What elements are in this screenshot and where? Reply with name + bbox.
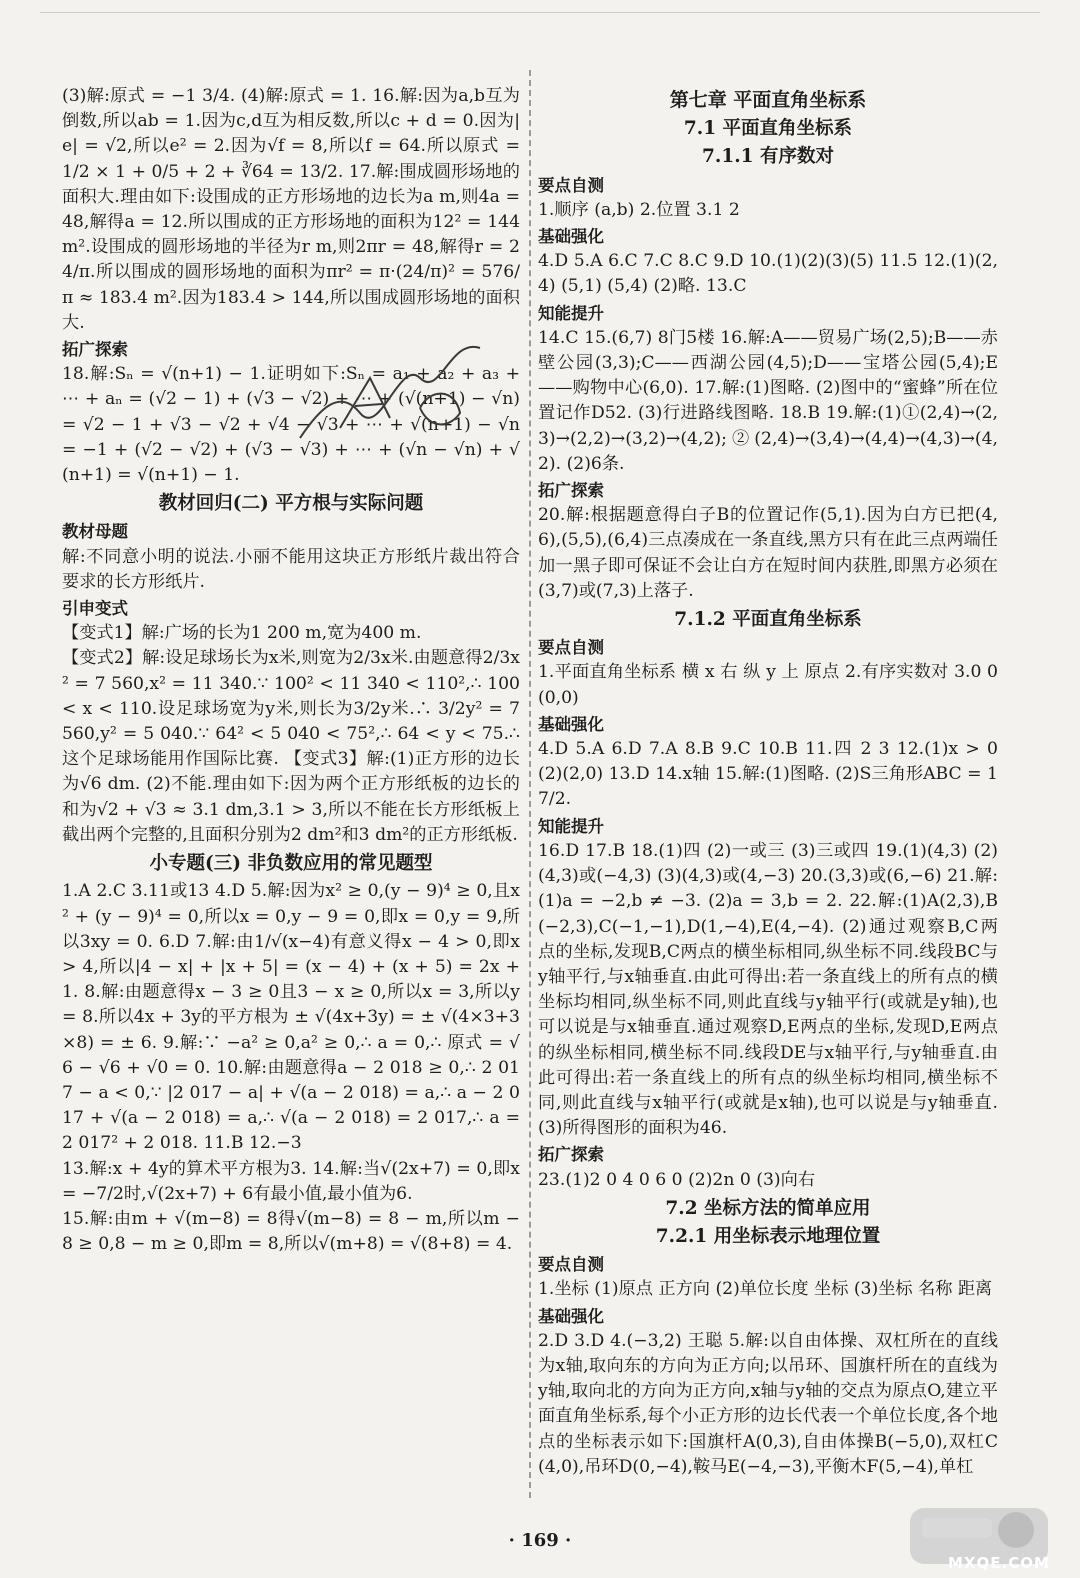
section-heading: 基础强化 bbox=[538, 227, 604, 247]
handwriting-scribble bbox=[280, 318, 500, 458]
section-heading: 基础强化 bbox=[538, 714, 604, 734]
answer-block: 13.解:x + 4y的算术平方根为3. 14.解:当√(2x+7) = 0,即x = −7/2时,√(2x+7) + 6有最小值,最小值为6. bbox=[62, 1158, 520, 1204]
answer-block: 23.(1)2 0 4 0 6 0 (2)2n 0 (3)向右 bbox=[538, 1169, 816, 1190]
page-number: · 169 · bbox=[508, 1530, 572, 1551]
lesson-title: 小专题(三) 非负数应用的常见题型 bbox=[149, 853, 433, 875]
answer-block: 2.D 3.D 4.(−3,2) 王聪 5.解:以自由体操、双杠所在的直线为x轴,取向东的方向为正方向;以吊环、国旗杆所在的直线为y轴,取向北的方向为正方向,x轴与y轴的交点为原点O,建立平面直角坐标系,每个小正方形的边长代表一个单位长度,各个地点的坐标表示如下:国旗杆A(0,3),自由体操B(−5,0),双杠C(4,0),吊环D(0,−4),鞍马E(−4,−3),平衡木F(5,−4),单杠 bbox=[538, 1330, 998, 1477]
lesson-title: 教材回归(二) 平方根与实际问题 bbox=[158, 493, 424, 515]
section-heading: 知能提升 bbox=[538, 303, 604, 323]
answer-block: 1.顺序 (a,b) 2.位置 3.1 2 bbox=[538, 199, 740, 220]
answer-block: 16.D 17.B 18.(1)四 (2)一或三 (3)三或四 19.(1)(4,3) (2)(4,3)或(−4,3) (3)(4,3)或(4,−3) 20.(3,3)或(6,−6) 21.解:(1)a = −2,b ≠ −3. (2)a = 3,b = 2. 22.解:(1)A(2,3),B(−2,3),C(−1,−1),D(1,−4),E(4,−4). (2)通过观察B,C两点的坐标,发现B,C两点的横坐标相同,纵坐标不同.线段BC与y轴平行,与x轴垂直.由此可得出:若一条直线上的所有点的横坐标均相同,纵坐标不同,则此直线与y轴平行(或就是y轴),也可以说是与x轴垂直.通过观察D,E两点的坐标,发现D,E两点的纵坐标相同,横坐标不同.线段DE与x轴平行,与y轴垂直.由此可得出:若一条直线上的所有点的纵坐标均相同,横坐标不同,则此直线与x轴平行(或就是x轴),也可以说是与y轴垂直. (3)所得图形的面积为46. bbox=[538, 840, 998, 1139]
answer-block: 14.C 15.(6,7) 8门5楼 16.解:A——贸易广场(2,5);B——赤壁公园(3,3);C——西湖公园(4,5);D——宝塔公园(5,4);E——购物中心(6,0). 17.解:(1)图略. (2)图中的“蜜蜂”所在位置记作D52. (3)行进路线图略. 18.B 19.解:(1)①(2,4)→(2,3)→(2,2)→(3,2)→(4,2);②(2,4)→(3,4)→(4,4)→(4,3)→(4,2). (2)6条. bbox=[538, 327, 998, 474]
answer-block: 20.解:根据题意得白子B的位置记作(5,1).因为白方已把(4,6),(5,5),(6,4)三点凑成在一条直线,黑方只有在此三点两端任加一黑子即可保证不会让白方在短时间内获胜,即黑方必须在(3,7)或(7,3)上落子. bbox=[538, 505, 998, 601]
section-heading: 引申变式 bbox=[62, 599, 128, 619]
answer-block: 解:不同意小明的说法.小丽不能用这块正方形纸片裁出符合要求的长方形纸片. bbox=[62, 546, 520, 592]
watermark-text: MXQE.COM bbox=[948, 1554, 1050, 1572]
section-heading: 教材母题 bbox=[62, 522, 128, 542]
subsection-title: 7.1.2 平面直角坐标系 bbox=[674, 609, 862, 631]
answer-block: 4.D 5.A 6.D 7.A 8.B 9.C 10.B 11.四 2 3 12.(1)x > 0 (2)(2,0) 13.D 14.x轴 15.解:(1)图略. (2)S三角形ABC = 17/2. bbox=[538, 739, 998, 810]
section-heading: 拓广探索 bbox=[538, 1145, 604, 1165]
section-heading: 基础强化 bbox=[538, 1306, 604, 1326]
section-heading: 知能提升 bbox=[538, 816, 604, 836]
answer-block: 1.A 2.C 3.11或13 4.D 5.解:因为x² ≥ 0,(y − 9)⁴ ≥ 0,且x² + (y − 9)⁴ = 0,所以x = 0,y − 9 = 0,即x = 0,y = 9,所以3xy = 0. 6.D 7.解:由1/√(x−4)有意义得x − 4 > 0,即x > 4,所以|4 − x| + |x + 5| = (x − 4) + (x + 5) = 2x + 1. 8.解:由题意得x − 3 ≥ 0且3 − x ≥ 0,所以x = 3,所以y = 8.所以4x + 3y的平方根为 ± √(4x+3y) = ± √(4×3+3×8) = ± 6. 9.解:∵ −a² ≥ 0,a² ≥ 0,∴ a = 0,∴ 原式 = √6 − √6 + √0 = 0. 10.解:由题意得a − 2 018 ≥ 0,∴ 2 017 − a < 0,∵ |2 017 − a| + √(a − 2 018) = a,∴ a − 2 017 + √(a − 2 018) = a,∴ √(a − 2 018) = 2 017,∴ a = 2 017² + 2 018. 11.B 12.−3 bbox=[62, 881, 520, 1154]
answer-block: 【变式2】解:设足球场长为x米,则宽为2/3x米.由题意得2/3x² = 7 560,x² = 11 340.∵ 100² < 11 340 < 110²,∴ 100 < x < 110.设足球场宽为y米,则长为3/2y米.∴ 3/2y² = 7 560,y² = 5 040.∵ 64² < 5 040 < 75²,∴ 64 < y < 75.∴ 这个足球场能用作国际比赛. 【变式3】解:(1)正方形的边长为√6 dm. (2)不能.理由如下:因为两个正方形纸板的边长的和为√2 + √3 ≈ 3.1 dm,3.1 > 3,所以不能在长方形纸板上截出两个完整的,且面积分别为2 dm²和3 dm²的正方形纸板. bbox=[62, 648, 520, 845]
answer-block: 4.D 5.A 6.C 7.C 8.C 9.D 10.(1)(2)(3)(5) 11.5 12.(1)(2,4) (5,1) (5,4) (2)略. 13.C bbox=[538, 251, 998, 297]
top-edge-line bbox=[40, 12, 1040, 13]
right-column bbox=[538, 84, 998, 1480]
answer-block: 18.解:Sₙ = √(n+1) − 1.证明如下:Sₙ = a₁ + a₂ + a₃ + ⋯ + aₙ = (√2 − 1) + (√3 − √2) + ⋯ + (√(n+1) − √n) = √2 − 1 + √3 − √2 + √4 − √3 + ⋯ + √(n+1) − √n = −1 + (√2 − √2) + (√3 − √3) + ⋯ + (√n − √n) + √(n+1) = √(n+1) − 1. bbox=[62, 364, 520, 486]
subsection-title: 7.1.1 有序数对 bbox=[702, 146, 834, 168]
answer-block: 15.解:由m + √(m−8) = 8得√(m−8) = 8 − m,所以m − 8 ≥ 0,8 − m ≥ 0,即m = 8,所以√(m+8) = √(8+8) = 4. bbox=[62, 1208, 520, 1255]
left-column bbox=[62, 84, 520, 1257]
section-title: 7.1 平面直角坐标系 bbox=[683, 118, 853, 140]
answer-block: 【变式1】解:广场的长为1 200 m,宽为400 m. bbox=[62, 623, 422, 644]
section-heading: 要点自测 bbox=[538, 175, 604, 195]
column-divider bbox=[529, 70, 531, 1498]
chapter-title: 第七章 平面直角坐标系 bbox=[669, 89, 867, 111]
section-title: 7.2 坐标方法的简单应用 bbox=[665, 1197, 871, 1219]
section-heading: 要点自测 bbox=[538, 1255, 604, 1275]
answer-block: 1.坐标 (1)原点 正方向 (2)单位长度 坐标 (3)坐标 名称 距离 bbox=[538, 1279, 993, 1300]
section-heading: 拓广探索 bbox=[538, 481, 604, 501]
answer-block: 1.平面直角坐标系 横 x 右 纵 y 上 原点 2.有序实数对 3.0 0 (0,0) bbox=[538, 662, 998, 708]
answer-block: (3)解:原式 = −1 3/4. (4)解:原式 = 1. 16.解:因为a,b互为倒数,所以ab = 1.因为c,d互为相反数,所以c + d = 0.因为|e| = √2,所以e² = 2.因为√f = 8,所以f = 64.所以原式 = 1/2 × 1 + 0/5 + 2 + ∛64 = 13/2. 17.解:围成圆形场地的面积大.理由如下:设围成的正方形场地的边长为a m,则4a = 48,解得a = 12.所以围成的正方形场地的面积为12² = 144 m².设围成的圆形场地的半径为r m,则2πr = 48,解得r = 24/π.所以围成的圆形场地的面积为πr² = π·(24/π)² = 576/π ≈ 183.4 m².因为183.4 > 144,所以围成圆形场地的面积大. bbox=[62, 86, 520, 333]
section-heading: 要点自测 bbox=[538, 638, 604, 658]
section-heading: 拓广探索 bbox=[62, 340, 128, 360]
subsection-title: 7.2.1 用坐标表示地理位置 bbox=[655, 1225, 881, 1247]
